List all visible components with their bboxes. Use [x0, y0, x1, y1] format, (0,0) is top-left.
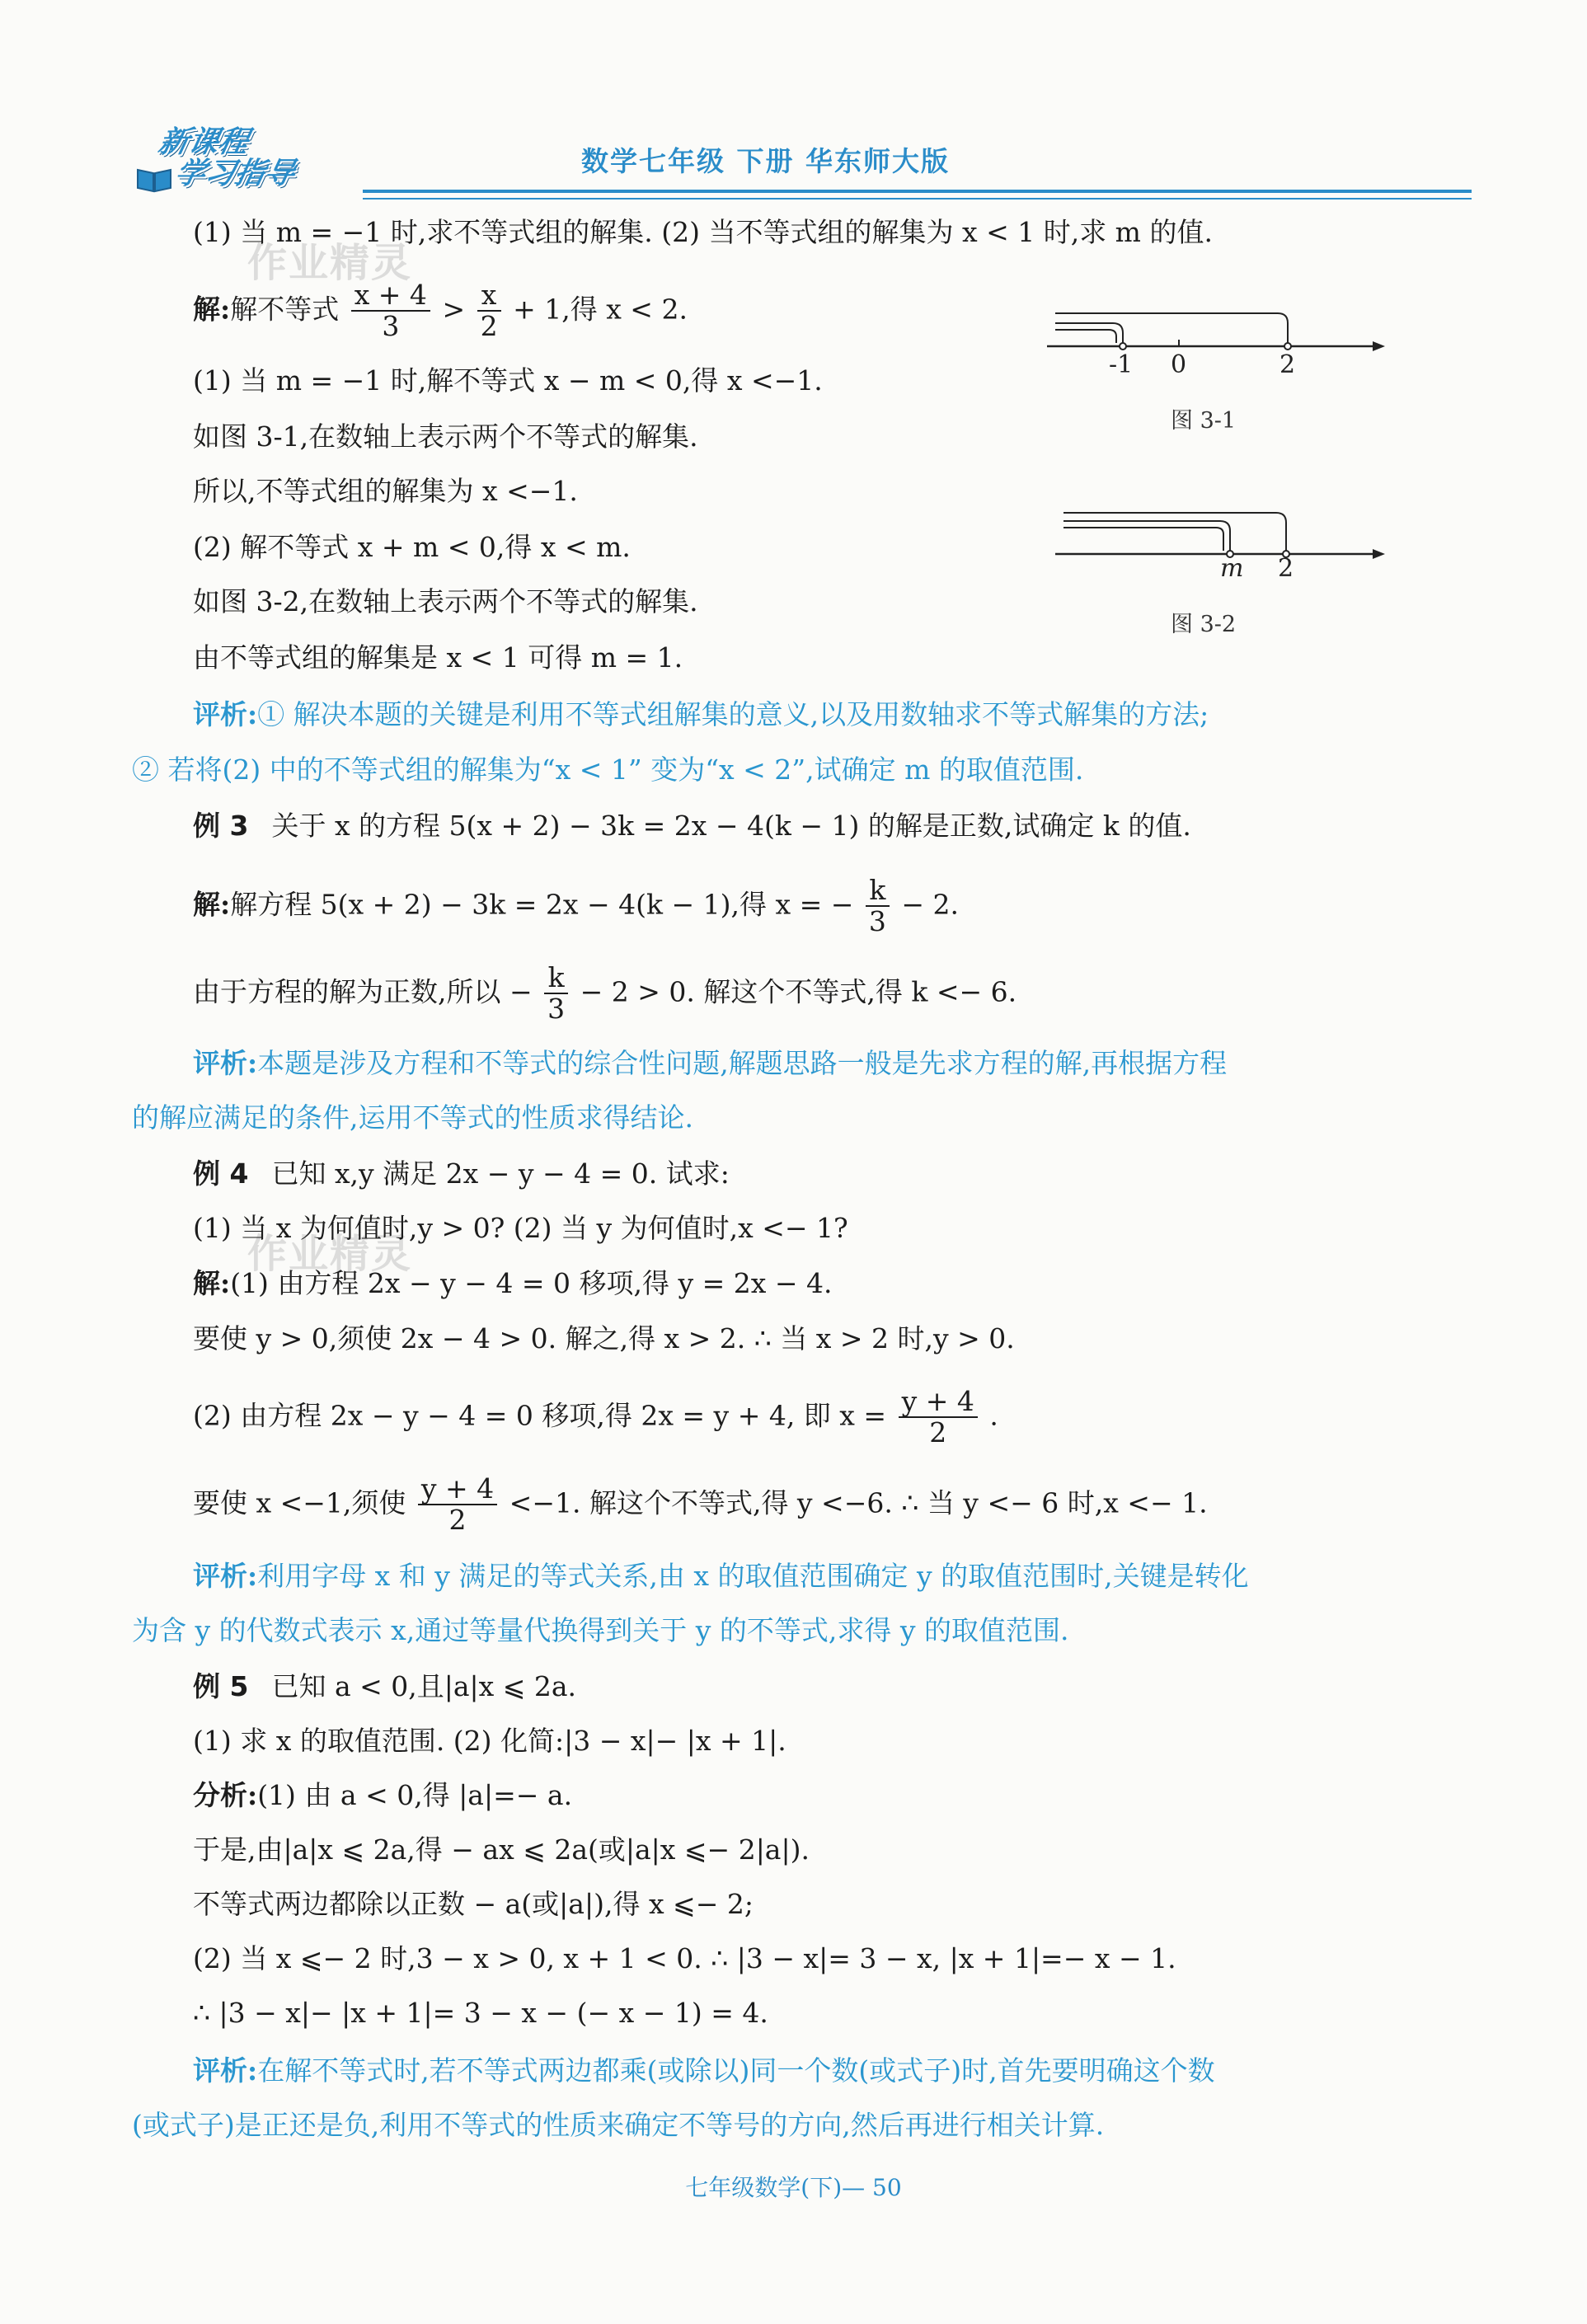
- text: 已知 a < 0,且|a|x ⩽ 2a.: [271, 1670, 577, 1702]
- frac-den: 2: [480, 310, 498, 343]
- text: 由于方程的解为正数,所以 −: [193, 975, 533, 1008]
- figure-caption: 图 3-1: [1171, 408, 1237, 434]
- analysis-line: (2) 当 x ⩽− 2 时,3 − x > 0, x + 1 < 0. ∴ |3 − x|= 3 − x, |x + 1|=− x − 1.: [193, 1942, 1176, 1974]
- fraction: [477, 280, 501, 342]
- text: 解不等式: [230, 293, 340, 326]
- frac-den: 3: [547, 993, 566, 1026]
- fraction: [418, 1474, 497, 1536]
- comment-label: 评析:: [193, 2054, 258, 2087]
- text: 关于 x 的方程 5(x + 2) − 3k = 2x − 4(k − 1) 的解是正数,试确定 k 的值.: [271, 810, 1191, 842]
- tick-label: -1: [1109, 350, 1134, 379]
- text: 要使 x <−1,须使: [193, 1486, 406, 1519]
- comment-line: [193, 697, 1209, 733]
- comment-line: 的解应满足的条件,运用不等式的性质求得结论.: [132, 1101, 693, 1134]
- solution-line: [193, 1474, 1208, 1536]
- solution-line: [193, 280, 688, 342]
- frac-num: x: [477, 280, 501, 312]
- comment-line: 为含 y 的代数式表示 x,通过等量代换得到关于 y 的不等式,求得 y 的取值范围.: [132, 1614, 1069, 1646]
- analysis-line: ∴ |3 − x|− |x + 1|= 3 − x − (− x − 1) = 4.: [193, 1997, 768, 2029]
- comment-line: [193, 1558, 1249, 1594]
- watermark: 作业精灵: [247, 240, 413, 286]
- text: 利用字母 x 和 y 满足的等式关系,由 x 的取值范围确定 y 的取值范围时,关键是转化: [257, 1560, 1249, 1592]
- comment-label: 评析:: [193, 1560, 258, 1592]
- solution-line: [193, 1387, 998, 1448]
- text: (2) 由方程 2x − y − 4 = 0 移项,得 2x = y + 4, 即 x =: [193, 1399, 887, 1432]
- solution-label: 解:: [193, 1267, 231, 1299]
- solution-label: 解:: [193, 888, 231, 921]
- frac-num: x + 4: [351, 280, 430, 312]
- text: <−1. 解这个不等式,得 y <−6. ∴ 当 y <− 6 时,x <− 1.: [509, 1486, 1208, 1519]
- tick-label: 0: [1171, 350, 1187, 379]
- question-line: (1) 当 m = −1 时,求不等式组的解集. (2) 当不等式组的解集为 x < 1 时,求 m 的值.: [193, 216, 1213, 248]
- frac-num: y + 4: [899, 1387, 978, 1418]
- frac-num: y + 4: [418, 1474, 497, 1505]
- tick-label: 2: [1279, 350, 1296, 379]
- tick-label: m: [1220, 554, 1244, 583]
- page-footer: 七年级数学(下)— 50: [685, 2174, 902, 2201]
- logo-line-1: 新课程: [155, 124, 252, 159]
- question-line: (1) 当 x 为何值时,y > 0? (2) 当 y 为何值时,x <− 1?: [193, 1212, 848, 1244]
- fraction: [351, 280, 430, 342]
- solution-line: 如图 3-2,在数轴上表示两个不等式的解集.: [193, 585, 698, 617]
- header-title: 数学七年级 下册 华东师大版: [581, 145, 950, 177]
- frac-num: k: [866, 876, 890, 907]
- text: 本题是涉及方程和不等式的综合性问题,解题思路一般是先求方程的解,再根据方程: [257, 1047, 1228, 1079]
- frac-den: 2: [448, 1504, 467, 1537]
- watermark: 作业精灵: [247, 1231, 413, 1277]
- text: (1) 由 a < 0,得 |a|=− a.: [257, 1779, 573, 1811]
- example-line: [193, 808, 1191, 844]
- solution-line: (1) 当 m = −1 时,解不等式 x − m < 0,得 x <−1.: [193, 364, 823, 397]
- header-rule-bottom: [363, 198, 1472, 200]
- example-line: [193, 1156, 730, 1192]
- frac-num: k: [544, 963, 568, 994]
- text: 解方程 5(x + 2) − 3k = 2x − 4(k − 1),得 x = −: [230, 888, 854, 921]
- tick-label: 2: [1278, 554, 1294, 583]
- header-rule-top: [363, 190, 1472, 193]
- fraction: [866, 876, 890, 937]
- solution-label: 解:: [193, 293, 231, 326]
- analysis-line: 于是,由|a|x ⩽ 2a,得 − ax ⩽ 2a(或|a|x ⩽− 2|a|).: [193, 1833, 810, 1866]
- solution-line: [193, 1265, 833, 1302]
- book-icon: [136, 165, 172, 193]
- solution-line: 如图 3-1,在数轴上表示两个不等式的解集.: [193, 420, 698, 453]
- example-line: [193, 1669, 576, 1705]
- comment-label: 评析:: [193, 1047, 258, 1079]
- example-label: 例 4: [193, 1157, 249, 1190]
- example-label: 例 3: [193, 810, 249, 842]
- comment-line: [193, 1045, 1227, 1082]
- question-line: (1) 求 x 的取值范围. (2) 化简:|3 − x|− |x + 1|.: [193, 1725, 786, 1757]
- solution-line: (2) 解不等式 x + m < 0,得 x < m.: [193, 531, 631, 563]
- text: − 2 > 0. 解这个不等式,得 k <− 6.: [580, 975, 1017, 1008]
- text: 已知 x,y 满足 2x − y − 4 = 0. 试求:: [271, 1157, 730, 1190]
- comment-line: ② 若将(2) 中的不等式组的解集为“x < 1” 变为“x < 2”,试确定 m 的取值范围.: [132, 754, 1084, 786]
- fraction: [544, 963, 568, 1025]
- number-line-figure-1: [1047, 289, 1385, 387]
- analysis-line: [193, 1777, 572, 1814]
- fraction: [899, 1387, 978, 1448]
- analysis-line: 不等式两边都除以正数 − a(或|a|),得 x ⩽− 2;: [193, 1888, 754, 1920]
- text: ① 解决本题的关键是利用不等式组解集的意义,以及用数轴求不等式解集的方法;: [257, 698, 1209, 730]
- logo-line-2: 学习指导: [171, 156, 298, 190]
- frac-den: 3: [382, 310, 400, 343]
- solution-line: 所以,不等式组的解集为 x <−1.: [193, 475, 578, 507]
- example-label: 例 5: [193, 1670, 249, 1702]
- logo: [136, 124, 375, 202]
- figure-caption: 图 3-2: [1171, 612, 1237, 637]
- text: + 1,得 x < 2.: [513, 293, 688, 326]
- solution-line: 由不等式组的解集是 x < 1 可得 m = 1.: [193, 641, 683, 674]
- text: .: [989, 1399, 998, 1432]
- text: (1) 由方程 2x − y − 4 = 0 移项,得 y = 2x − 4.: [230, 1267, 833, 1299]
- comment-line: [193, 2053, 1215, 2089]
- comment-line: (或式子)是正还是负,利用不等式的性质来确定不等号的方向,然后再进行相关计算.: [132, 2109, 1105, 2141]
- text: − 2.: [901, 888, 960, 921]
- analysis-label: 分析:: [193, 1779, 258, 1811]
- text: 在解不等式时,若不等式两边都乘(或除以)同一个数(或式子)时,首先要明确这个数: [257, 2054, 1215, 2087]
- frac-den: 2: [929, 1416, 947, 1449]
- solution-line: [193, 963, 1017, 1025]
- comment-label: 评析:: [193, 698, 258, 730]
- solution-line: 要使 y > 0,须使 2x − 4 > 0. 解之,得 x > 2. ∴ 当 x > 2 时,y > 0.: [193, 1322, 1015, 1354]
- frac-den: 3: [868, 905, 886, 938]
- solution-line: [193, 876, 959, 937]
- text: >: [442, 293, 466, 326]
